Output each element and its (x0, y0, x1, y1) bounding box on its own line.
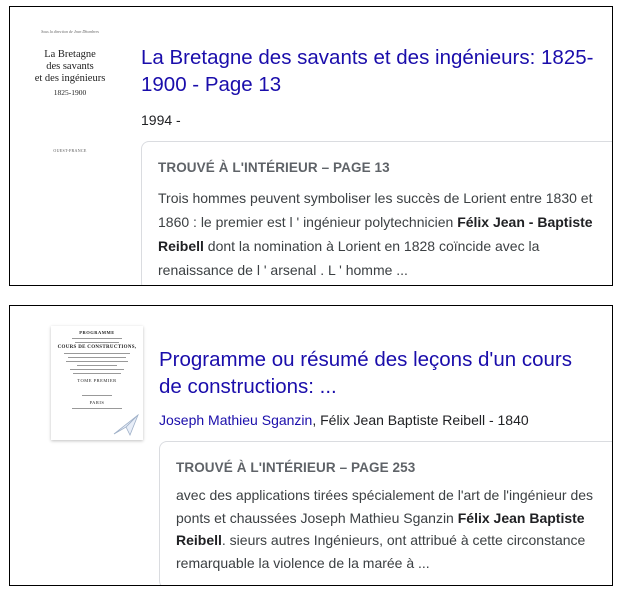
cover-top-text: PROGRAMME (79, 330, 115, 335)
result-title-link[interactable]: La Bretagne des savants et des ingénieurs: 1825-1900 - Page 13 (141, 46, 594, 96)
snippet-box (141, 141, 613, 286)
snippet-highlight: Félix Jean - Baptiste Reibell (158, 214, 593, 254)
search-result-card (9, 305, 613, 586)
cover-heading: COURS DE CONSTRUCTIONS, (57, 345, 137, 350)
book-cover-thumbnail[interactable] (29, 25, 111, 157)
snippet-box (159, 441, 613, 586)
cover-publisher: OUEST-FRANCE (53, 148, 87, 153)
result-meta: Joseph Mathieu Sganzin, Félix Jean Baptiste Reibell - 1840 (159, 412, 529, 428)
paper-plane-icon (113, 414, 139, 436)
cover-place: PARIS (89, 400, 105, 405)
cover-editor-line: Sous la direction de Jean Dhombres (41, 29, 99, 34)
book-cover-thumbnail[interactable] (51, 326, 143, 440)
cover-years: 1825-1900 (53, 88, 87, 97)
cover-title: La Bretagne des savants et des ingénieurs (34, 49, 106, 84)
cover-tome: TOME PREMIER (77, 378, 117, 383)
result-title-link[interactable]: Programme ou résumé des leçons d'un cours de constructions: ... (159, 348, 572, 398)
snippet-header: TROUVÉ À L'INTÉRIEUR – PAGE 13 (158, 160, 390, 175)
snippet-highlight: Félix Jean Baptiste Reibell (176, 509, 585, 548)
snippet-header: TROUVÉ À L'INTÉRIEUR – PAGE 253 (176, 460, 416, 475)
author-link[interactable]: Joseph Mathieu Sganzin (159, 412, 313, 428)
snippet-text: avec des applications tirées spécialement de l'art de l'ingénieur des ponts et chaussées Joseph Mathieu Sganzin Félix Jean Baptiste Reibell. sieurs autres Ingénieurs, ont attribué à cette circonstance remarquable la violence de la marée à ... (176, 487, 594, 571)
snippet-text: Trois hommes peuvent symboliser les succès de Lorient entre 1830 et 1860 : le premier est l ' ingénieur polytechnicien Félix Jean - Baptiste Reibell dont la nomination à Lorient en 1828 coïncide avec la renaissance de l ' arsenal . L ' homme ... (158, 190, 593, 278)
search-result-card (9, 6, 613, 286)
result-meta: 1994 - (141, 112, 181, 128)
